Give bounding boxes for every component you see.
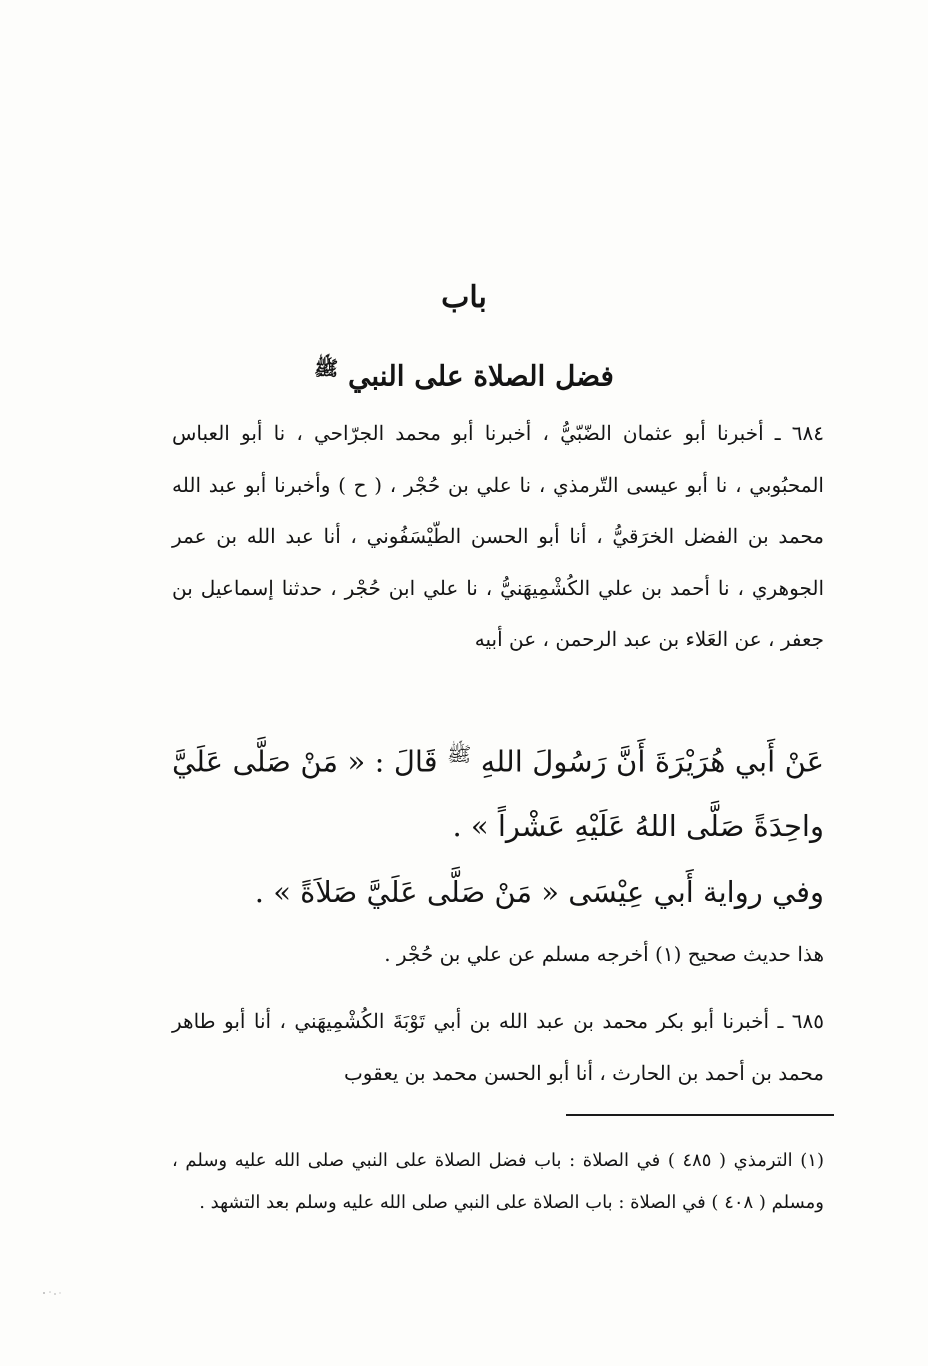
footnote-1: (١) الترمذي ( ٤٨٥ ) في الصلاة : باب فضل الصلاة على النبي صلى الله عليه وسلم ، ومسلم ( ٤٠٨ ) في الصلاة : باب الصلاة على النبي صلى الله عليه وسلم بعد التشهد . <box>172 1150 824 1213</box>
hadith-number: ٦٨٥ ـ <box>777 1009 824 1033</box>
matn-text-end: قَالَ : « مَنْ صَلَّى عَلَيَّ واحِدَةً صَلَّى اللهُ عَلَيْهِ عَشْراً » . <box>172 744 824 843</box>
salutation-glyph: ﷺ <box>314 356 339 380</box>
isnad-text: أخبرنا أبو عثمان الضّبّيُّ ، أخبرنا أبو محمد الجرّاحي ، نا أبو العباس المحبُوبي ، نا أبو عيسى التّرمذي ، نا علي بن حُجْر ، ( ح ) وأخبرنا أبو عبد الله محمد بن الفضل الخرَقيُّ ، أنا أبو الحسن الطّيْسَفُوني ، أنا عبد الله بن عمر الجوهري ، نا أحمد بن علي الكُشْمِيهَنيُّ ، نا علي ابن حُجْر ، حدثنا إسماعيل بن جعفر ، عن العَلاء بن عبد الرحمن ، عن أبيه <box>172 421 824 651</box>
matn-text-start: عَنْ أَبي هُرَيْرَةَ أَنَّ رَسُولَ اللهِ <box>480 744 825 779</box>
hadith-684-grading: هذا حديث صحيح (١) أخرجه مسلم عن علي بن حُجْر . <box>384 942 824 966</box>
hadith-684-variant-narration: وفي رواية أَبي عِيْسَى « مَنْ صَلَّى عَلَيَّ صَلاَةً » . <box>254 875 824 909</box>
chapter-title <box>0 346 928 398</box>
hadith-number: ٦٨٤ ـ <box>774 421 824 445</box>
chapter-heading: باب <box>441 280 487 315</box>
isnad-text: أخبرنا أبو بكر محمد بن عبد الله بن أبي تَوْبَةَ الكُشْمِيهَني ، أنا أبو طاهر محمد بن أحمد بن الحارث ، أنا أبو الحسن محمد بن يعقوب <box>172 1009 824 1085</box>
footnote-divider <box>566 1114 834 1116</box>
footnotes <box>172 1140 824 1224</box>
salutation-glyph: ﷺ <box>447 742 472 766</box>
chapter-title-text: فضل الصلاة على النبي <box>347 359 614 393</box>
hadith-684-matn <box>172 722 824 858</box>
hadith-685-isnad <box>172 996 824 1099</box>
scan-speck-mark <box>40 1288 64 1298</box>
hadith-684-isnad <box>172 408 824 666</box>
